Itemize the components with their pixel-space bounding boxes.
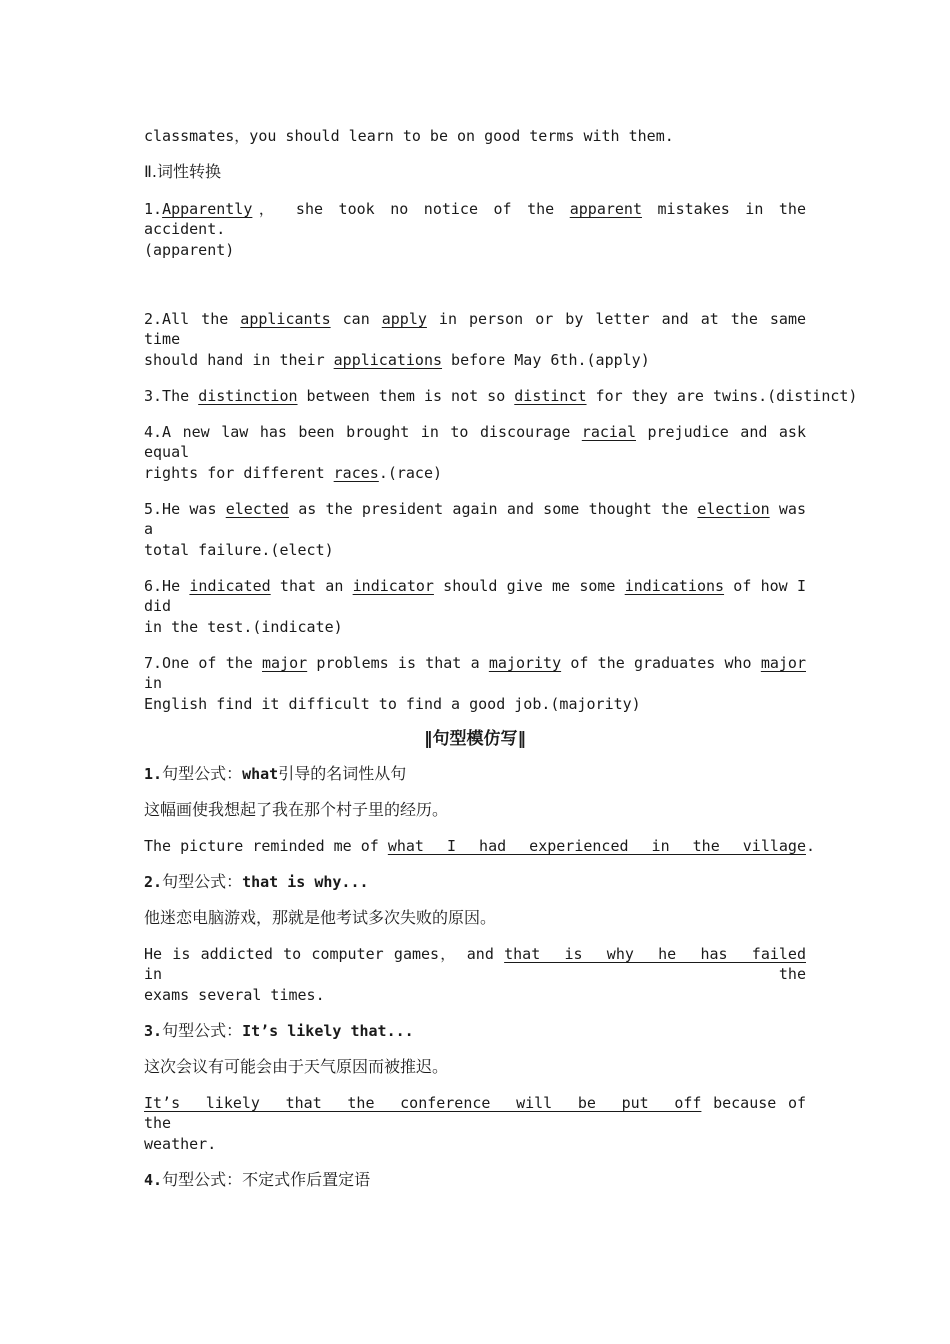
exercise-4-line-2: rights for different races.(race) — [144, 464, 443, 482]
exercise-3: 3.The distinction between them is not so distinct for they are twins.(distinct) — [144, 387, 858, 405]
answer-blank: major — [262, 654, 308, 672]
pattern-2-heading: 2.句型公式：that is why... — [144, 872, 369, 891]
pattern-1-chinese: 这幅画使我想起了我在那个村子里的经历。 — [144, 800, 449, 819]
answer-blank: apparent — [569, 200, 642, 218]
answer-blank: majority — [488, 654, 562, 672]
answer-blank: indicator — [352, 577, 434, 595]
pattern-1-heading: 1.句型公式：what引导的名词性从句 — [144, 764, 407, 783]
pattern-3-english-line-2: weather. — [144, 1135, 217, 1153]
exercise-5-line-1: 5.He was elected as the president again and some thought the election was a — [144, 500, 806, 538]
exercise-5-line-2: total failure.(elect) — [144, 541, 334, 559]
continuation-line: classmates，you should learn to be on good terms with them. — [144, 127, 674, 145]
exercise-6-line-1: 6.He indicated that an indicator should give me some indications of how I did — [144, 577, 807, 615]
pattern-4-heading: 4.句型公式：不定式作后置定语 — [144, 1170, 371, 1189]
exercise-1-line-1: 1.Apparently， she took no notice of the apparent mistakes in the accident. — [144, 200, 806, 238]
exercise-7-line-1: 7.One of the major problems is that a majority of the graduates who major in — [144, 654, 806, 692]
pattern-2-english-line-1: He is addicted to computer games， and that is why he has failed in the — [144, 945, 806, 983]
answer-blank: racial — [581, 423, 636, 441]
answer-blank: what I had experienced in the village — [387, 837, 806, 855]
exercise-7-line-2: English find it difficult to find a good job.(majority) — [144, 695, 641, 713]
pattern-3-chinese: 这次会议有可能会由于天气原因而被推迟。 — [144, 1057, 449, 1076]
answer-blank: distinct — [514, 387, 587, 405]
answer-blank: indications — [624, 577, 725, 595]
answer-blank: It’s likely that the conference will be put off — [144, 1094, 702, 1112]
answer-blank: apply — [381, 310, 427, 328]
answer-blank: applicants — [240, 310, 331, 328]
answer-blank: elected — [225, 500, 289, 518]
pattern-1-english: The picture reminded me of what I had experienced in the village. — [144, 837, 816, 855]
section-heading-sentence-patterns: ‖句型模仿写‖ — [424, 729, 526, 749]
answer-blank: distinction — [198, 387, 298, 405]
exercise-1-line-2: (apparent) — [144, 241, 235, 259]
answer-blank: Apparently — [162, 200, 253, 218]
pattern-3-english-line-1: It’s likely that the conference will be put off because of the — [144, 1094, 807, 1132]
exercise-2-line-2: should hand in their applications before May 6th.(apply) — [144, 351, 650, 369]
answer-blank: election — [697, 500, 770, 518]
exercise-4-line-1: 4.A new law has been brought in to discourage racial prejudice and ask equal — [144, 423, 806, 461]
pattern-2-chinese: 他迷恋电脑游戏，那就是他考试多次失败的原因。 — [144, 908, 497, 927]
answer-blank: races — [333, 464, 379, 482]
answer-blank: applications — [333, 351, 443, 369]
answer-blank: indicated — [189, 577, 271, 595]
exercise-6-line-2: in the test.(indicate) — [144, 618, 343, 636]
answer-blank: that is why he has failed — [504, 945, 806, 963]
pattern-2-english-line-2: exams several times. — [144, 986, 325, 1004]
section-heading-word-forms: Ⅱ.词性转换 — [144, 162, 221, 181]
answer-blank: major — [760, 654, 806, 672]
pattern-3-heading: 3.句型公式：It’s likely that... — [144, 1021, 414, 1040]
exercise-2-line-1: 2.All the applicants can apply in person or by letter and at the same time — [144, 310, 807, 348]
